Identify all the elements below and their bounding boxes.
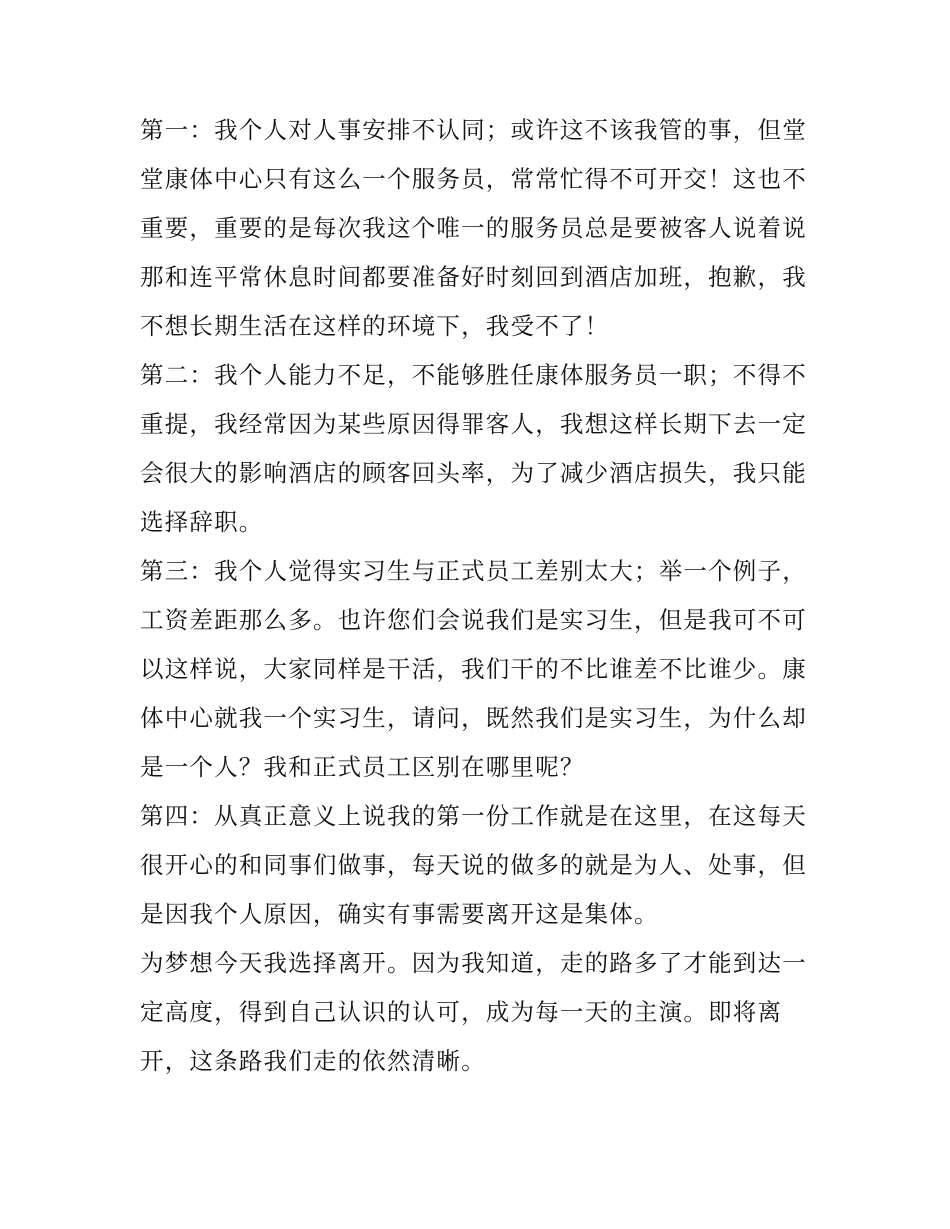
text-line: 开，这条路我们走的依然清晰。	[140, 1047, 486, 1075]
text-line: 定高度，得到自己认识的认可，成为每一天的主演。即将离	[140, 998, 783, 1026]
text-line: 堂康体中心只有这么一个服务员，常常忙得不可开交！这也不	[140, 165, 807, 193]
text-line: 重要，重要的是每次我这个唯一的服务员总是要被客人说着说	[140, 214, 807, 242]
text-line: 会很大的影响酒店的顾客回头率，为了减少酒店损失，我只能	[140, 459, 807, 487]
text-line: 为梦想今天我选择离开。因为我知道，走的路多了才能到达一	[140, 949, 807, 977]
text-line: 很开心的和同事们做事，每天说的做多的就是为人、处事，但	[140, 851, 807, 879]
text-line: 重提，我经常因为某些原因得罪客人，我想这样长期下去一定	[140, 410, 807, 438]
text-line: 体中心就我一个实习生，请问，既然我们是实习生，为什么却	[140, 704, 807, 732]
text-line: 以这样说，大家同样是干活，我们干的不比谁差不比谁少。康	[140, 655, 807, 683]
text-line: 选择辞职。	[140, 508, 264, 536]
text-line: 工资差距那么多。也许您们会说我们是实习生，但是我可不可	[140, 606, 807, 634]
text-line: 第四：从真正意义上说我的第一份工作就是在这里，在这每天	[140, 802, 807, 830]
text-line: 那和连平常休息时间都要准备好时刻回到酒店加班，抱歉，我	[140, 263, 807, 291]
text-line: 第三：我个人觉得实习生与正式员工差别太大；举一个例子，	[140, 557, 807, 585]
text-line: 第一：我个人对人事安排不认同；或许这不该我管的事，但堂	[140, 116, 807, 144]
text-line: 是因我个人原因，确实有事需要离开这是集体。	[140, 900, 659, 928]
text-line: 是一个人？我和正式员工区别在哪里呢？	[140, 753, 585, 781]
document-body-text	[140, 106, 812, 1086]
text-line: 不想长期生活在这样的环境下，我受不了！	[140, 312, 610, 340]
text-line: 第二：我个人能力不足，不能够胜任康体服务员一职；不得不	[140, 361, 807, 389]
